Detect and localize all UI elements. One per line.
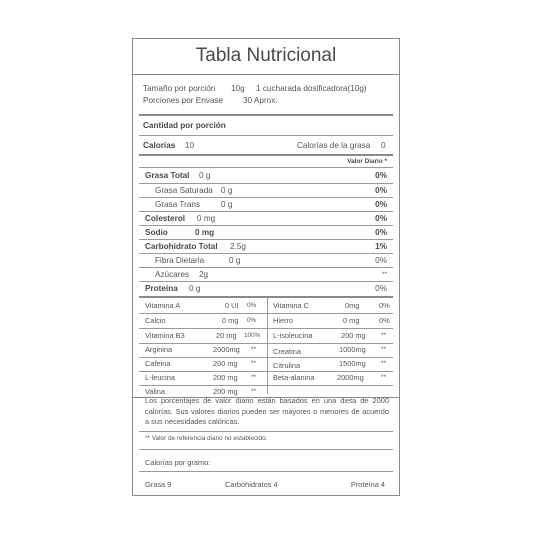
vitamin-right-amount: 1000mg	[339, 345, 366, 354]
calories-value: 10	[185, 141, 195, 150]
divider	[139, 167, 393, 168]
divider	[139, 431, 393, 432]
daily-value-footnote: Los porcentajes de valor diario están basados en una dieta de 2000 calorías. Sus valores diarios pueden ser mayores o menores de acuerdo a sus necesidades calóricas.	[145, 396, 389, 426]
nutrient-name-total-fat: Grasa Total	[145, 171, 190, 180]
servings-per-container-label: Porciones por Envase	[143, 96, 224, 105]
divider	[139, 343, 393, 344]
serving-size-desc: 1 cucharada dosificadora(10g)	[256, 84, 367, 93]
vitamin-right-name: Creatina	[273, 347, 301, 356]
divider	[139, 183, 393, 184]
divider	[139, 385, 393, 386]
calories-per-gram-label: Calorías por gramo:	[145, 458, 211, 467]
nutrient-name-sugars: Azúcares	[155, 270, 190, 279]
vitamin-right-dv: **	[381, 374, 386, 381]
vitamin-left-amount: 0 mg	[222, 316, 239, 325]
divider	[139, 239, 393, 240]
divider	[139, 267, 393, 268]
divider	[139, 225, 393, 226]
divider	[139, 253, 393, 254]
divider	[139, 154, 393, 156]
vitamin-left-amount: 200 mg	[213, 373, 238, 382]
nutrient-dv-dietary-fiber: 0%	[375, 256, 387, 265]
nutrient-amount-protein: 0 g	[189, 284, 201, 293]
vitamin-right-amount: 2000mg	[337, 373, 364, 382]
nutrient-amount-total-fat: 0 g	[199, 171, 211, 180]
reference-note: ** Valor de referencia diario no establecido.	[145, 435, 268, 442]
nutrient-dv-trans-fat: 0%	[375, 200, 387, 209]
calories-per-gram-carbs: Carbohidratos 4	[225, 480, 278, 489]
servings-per-container-value: 30 Aprox.	[243, 96, 278, 105]
vitamin-left-name: Calcio	[145, 316, 166, 325]
vitamin-right-name: Vitamina C	[273, 301, 310, 310]
calories-label: Calorías	[143, 141, 176, 150]
divider	[139, 281, 393, 282]
serving-size-value: 10g	[231, 84, 245, 93]
vitamin-left-dv: **	[251, 346, 256, 353]
nutrient-name-sodium: Sodio	[145, 228, 168, 237]
nutrient-amount-sugars: 2g	[199, 270, 209, 279]
divider	[139, 197, 393, 198]
daily-value-header: Valor Diario *	[347, 158, 387, 165]
calories-fat-label: Calorías de la grasa	[297, 141, 371, 150]
vitamin-right-dv: **	[381, 346, 386, 353]
divider	[139, 313, 393, 314]
vitamin-left-dv: 0%	[247, 302, 257, 309]
nutrient-name-cholesterol: Colesterol	[145, 214, 186, 223]
vitamin-right-amount: 200 mg	[341, 331, 366, 340]
vitamin-right-name: Citrulina	[273, 361, 301, 370]
divider	[139, 371, 393, 372]
divider	[139, 449, 393, 450]
nutrient-dv-cholesterol: 0%	[375, 214, 387, 223]
nutrient-name-total-carbs: Carbohidrato Total	[145, 242, 218, 251]
nutrient-dv-protein: 0%	[375, 284, 387, 293]
divider	[139, 296, 393, 298]
nutrient-amount-saturated-fat: 0 g	[221, 186, 233, 195]
vitamin-left-name: Arginina	[145, 345, 173, 354]
divider	[139, 471, 393, 472]
vitamin-right-name: L-isoleucina	[273, 331, 313, 340]
divider	[139, 211, 393, 212]
vitamin-left-amount: 200 mg	[213, 359, 238, 368]
nutrient-name-saturated-fat: Grasa Saturada	[155, 186, 213, 195]
vitamin-right-amount: 0mg	[345, 301, 360, 310]
serving-size-label: Tamaño por porción	[143, 84, 216, 93]
divider	[139, 357, 393, 358]
vitamin-right-dv: **	[381, 332, 386, 339]
divider	[139, 328, 393, 329]
vitamin-left-name: Vitamina A	[145, 301, 181, 310]
vitamin-right-name: Hierro	[273, 316, 294, 325]
vitamin-left-dv: **	[251, 388, 256, 395]
vitamin-left-dv: **	[251, 360, 256, 367]
vitamin-left-amount: 0 UI	[225, 301, 239, 310]
vitamin-left-amount: 2000mg	[213, 345, 240, 354]
vitamin-left-dv: **	[251, 374, 256, 381]
nutrient-dv-sodium: 0%	[375, 228, 387, 237]
vitamin-right-dv: 0%	[379, 316, 390, 325]
nutrient-amount-cholesterol: 0 mg	[197, 214, 216, 223]
calories-fat-value: 0	[381, 141, 386, 150]
vitamin-right-amount: 0 mg	[343, 316, 360, 325]
amount-per-serving: Cantidad por porción	[143, 121, 226, 130]
vitamin-left-name: L-leucina	[145, 373, 175, 382]
vitamin-left-dv: 100%	[244, 332, 261, 339]
divider	[139, 135, 393, 136]
vitamin-right-name: Beta-alanina	[273, 373, 315, 382]
nutrient-dv-total-fat: 0%	[375, 171, 387, 180]
vitamin-right-dv: **	[381, 360, 386, 367]
vitamin-left-name: Vitamina B3	[145, 331, 185, 340]
nutrition-facts-label	[132, 38, 400, 496]
nutrient-amount-sodium: 0 mg	[195, 228, 215, 237]
nutrient-name-protein: Proteína	[145, 284, 178, 293]
nutrient-dv-total-carbs: 1%	[375, 242, 387, 251]
vitamin-left-name: Cafeina	[145, 359, 171, 368]
nutrient-dv-sugars: **	[382, 271, 387, 278]
label-title: Tabla Nutricional	[133, 39, 399, 75]
vitamin-left-name: Valina	[145, 387, 165, 396]
vitamin-left-amount: 20 mg	[216, 331, 237, 340]
nutrient-name-dietary-fiber: Fibra Dietaria	[155, 256, 205, 265]
vitamin-right-amount: 1500mg	[339, 359, 366, 368]
nutrient-amount-total-carbs: 2.5g	[230, 242, 246, 251]
vitamin-left-amount: 200 mg	[213, 387, 238, 396]
nutrient-dv-saturated-fat: 0%	[375, 186, 387, 195]
vitamin-right-dv: 0%	[379, 301, 390, 310]
nutrient-amount-trans-fat: 0 g	[221, 200, 233, 209]
nutrient-name-trans-fat: Grasa Trans	[155, 200, 201, 209]
calories-per-gram-protein: Proteína 4	[350, 480, 385, 489]
calories-per-gram-fat: Grasa 9	[145, 480, 172, 489]
nutrient-amount-dietary-fiber: 0 g	[229, 256, 241, 265]
divider	[139, 114, 393, 116]
vitamin-left-dv: 0%	[247, 317, 257, 324]
